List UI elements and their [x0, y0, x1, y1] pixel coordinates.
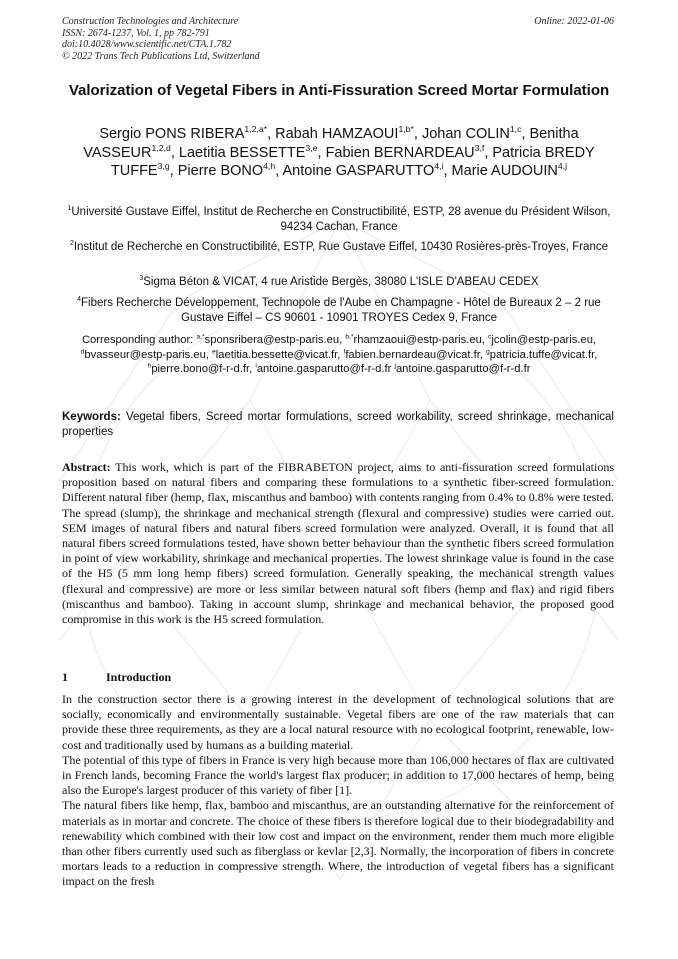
- author-sup: 4,i: [434, 161, 444, 172]
- introduction-body: [62, 692, 614, 890]
- paragraph: The potential of this type of fibers in France is very high because more than 106,000 hectares of flax are cultivated in French lands, becoming France the world's largest flax producer; in addition to 17,000 hectares of hemp, being also the Europe's largest producer of this variety of fiber [1].: [62, 752, 614, 798]
- paragraph: The natural fibers like hemp, flax, bamboo and miscanthus, are an outstanding alternative for the reinforcement of materials as in mortar and concrete. The choice of these fibers is therefore logical due to their biodegradability and renewability which combined with their low cost and impact on the environment, render them much more eligible than other fibers currently used such as fiberglass or kevlar [2,3]. Normally, the incorporation of fibers in concrete mortars leads to a reduction in compressive strength. Where, the introduction of vegetal fibers has a significant impact on the fresh: [62, 798, 614, 889]
- email-link[interactable]: pierre.bono@f-r-d.fr,: [151, 363, 253, 375]
- keywords: [62, 410, 614, 439]
- affiliation-2: [62, 240, 616, 255]
- email-sup: e: [212, 347, 216, 355]
- affiliation-text: Fibers Recherche Développement, Technopole de l'Aube en Champagne - Hôtel de Bureaux 2 – 2 rue Gustave Eiffel – CS 90601 - 10901 TROYES Cedex 9, France: [81, 297, 601, 324]
- author-sup: 4,h: [263, 161, 276, 172]
- keywords-text: Vegetal fibers, Screed mortar formulations, screed workability, screed shrinkage, mechanical properties: [62, 411, 614, 438]
- author-name: Benitha VASSEUR: [83, 126, 579, 161]
- affiliation-3: [62, 275, 616, 290]
- email-sup: g: [486, 347, 490, 355]
- author-name: Patricia BREDY TUFFE: [110, 144, 595, 179]
- copyright: © 2022 Trans Tech Publications Ltd, Switzerland: [62, 50, 260, 62]
- email-sup: f: [343, 347, 346, 355]
- paragraph: In the construction sector there is a growing interest in the development of technological solutions that are socially, economically and environmentally sustainable. Vegetal fibers are one of the raw materials that can provide these three requirements, as they are a local natural resource with no ecological footprint, renewable, low-cost and traditionally used by humans as a building material.: [62, 692, 614, 752]
- email-sup: c: [488, 333, 492, 341]
- author-sup: 1,b*: [398, 124, 414, 135]
- author-sup: 3,g: [157, 161, 170, 172]
- author-name: Laetitia BESSETTE: [178, 144, 306, 161]
- author-name: Johan COLIN: [421, 126, 510, 142]
- author-name: Marie AUDOUIN: [451, 163, 558, 179]
- author-sup: 1,2,a*: [244, 124, 268, 135]
- issn: ISSN: 2674-1237, Vol. 1, pp 782-791: [62, 27, 210, 39]
- email-sup: i: [255, 362, 257, 370]
- affiliation-text: Institut de Recherche en Constructibilité, ESTP, Rue Gustave Eiffel, 10430 Rosières-près-Troyes, France: [73, 241, 608, 253]
- affiliation-sup: 4: [77, 296, 82, 304]
- author-name: Sergio PONS RIBERA: [99, 126, 245, 142]
- email-link[interactable]: laetitia.bessette@vicat.fr,: [215, 348, 341, 361]
- online-date: Online: 2022-01-06: [534, 16, 614, 27]
- doi: doi:10.4028/www.scientific.net/CTA.1.782: [62, 39, 232, 50]
- affiliation-sup: 2: [70, 240, 74, 248]
- abstract-text: This work, which is part of the FIBRABETON project, aims to anti-fissuration screed formulations proposition based on natural fibers and comparing these formulations to a synthetic fiber-screed formulation. Different natural fiber (hemp, flax, miscanthus and bamboo) with contents ranging from 0.4% to 0.8% were tested. The spread (slump), the shrinkage and mechanical strength (flexural and compressive) studies were carried out. SEM images of natural fibers and natural fibers screed formulation were analyzed. Overall, it is found that all natural fibers screed formulations tested, have shown better behaviour than the synthetic fibers screed formulation in point of view workability, shrinkage and mechanical properties. The lowest shrinkage value is found in the case of the H5 (5 mm long hemp fibers) screed formulation. Generally speaking, the mechanical strength values (flexural and compressive) are more or less similar between natural soft fibers (hemp and flax) and rigid fibers (miscanthus and bamboo). Taking in account slump, shrinkage and mechanical behavior, the proposed good compromise in this work is the H5 screed formulation.: [62, 460, 614, 627]
- author-sup: 3,f: [474, 142, 485, 153]
- author-name: Fabien BERNARDEAU: [325, 144, 475, 161]
- paper-title: Valorization of Vegetal Fibers in Anti-Fissuration Screed Mortar Formulation: [68, 82, 610, 99]
- email-sup: h: [147, 362, 152, 370]
- author-sup: 1,2,d: [151, 142, 171, 153]
- author-name: Pierre BONO: [177, 163, 264, 179]
- abstract-label: Abstract:: [62, 460, 111, 474]
- section-heading-introduction: [62, 670, 171, 685]
- author-list: Sergio PONS $RIBERA^{1,2,a*}$, Rabah $HAMZAOUI^{1,b*}$, Johan COLIN$^{1,c}$, Benitha VASSEUR$^{1,2,d}$, Laetitia BESSETTE$^{3,e}$, Fabien BERNARDEAU$^{3,f}$, Patricia BREDY TUFFE$^{3,g}$, Pierre BONO$^{4,h}$, Antoine GASPARUTTO$^{4,i}$, Marie AUDOUIN$^{4,j}$: [83, 124, 595, 179]
- abstract: [62, 460, 614, 627]
- email-link[interactable]: antoine.gasparutto@f-r-d.fr: [256, 363, 392, 375]
- email-sup: a,*: [196, 333, 205, 341]
- author-name: Rabah HAMZAOUI: [275, 126, 399, 142]
- corresponding-label: Corresponding author:: [81, 334, 194, 346]
- email-link[interactable]: fabien.bernardeau@vicat.fr,: [345, 348, 483, 361]
- affiliation-sup: 1: [67, 205, 72, 213]
- corresponding-authors: [62, 333, 616, 377]
- section-title: Introduction: [106, 670, 172, 684]
- author-sup: 1,c: [509, 124, 522, 135]
- journal-name: Construction Technologies and Architecture: [62, 16, 239, 27]
- email-sup: d: [80, 347, 85, 355]
- affiliation-text: Sigma Béton & VICAT, 4 rue Aristide Bergès, 38080 L'ISLE D'ABEAU CEDEX: [143, 276, 539, 288]
- keywords-label: Keywords:: [62, 411, 121, 423]
- email-sup: b,*: [345, 333, 354, 341]
- author-sup: 3,e: [305, 142, 318, 153]
- affiliation-1: [62, 205, 616, 235]
- email-link[interactable]: patricia.tuffe@vicat.fr,: [489, 348, 598, 361]
- author-name: Antoine GASPARUTTO: [282, 163, 435, 179]
- email-link[interactable]: bvasseur@estp-paris.eu,: [84, 348, 209, 361]
- email-sup: j: [394, 362, 396, 370]
- affiliation-sup: 3: [139, 275, 144, 283]
- section-number: 1: [62, 670, 68, 684]
- affiliation-4: [62, 296, 616, 326]
- journal-meta: [62, 16, 260, 62]
- affiliation-text: Université Gustave Eiffel, Institut de Recherche en Constructibilité, ESTP, 28 avenue du Président Wilson, 94234 Cachan, France: [71, 206, 611, 233]
- email-link[interactable]: rhamzaoui@estp-paris.eu,: [353, 334, 485, 346]
- email-link[interactable]: antoine.gasparutto@f-r-d.fr: [395, 363, 531, 375]
- author-sup: 4,j: [557, 161, 568, 172]
- email-link[interactable]: jcolin@estp-paris.eu,: [491, 334, 597, 346]
- email-link[interactable]: sponsribera@estp-paris.eu,: [204, 334, 343, 346]
